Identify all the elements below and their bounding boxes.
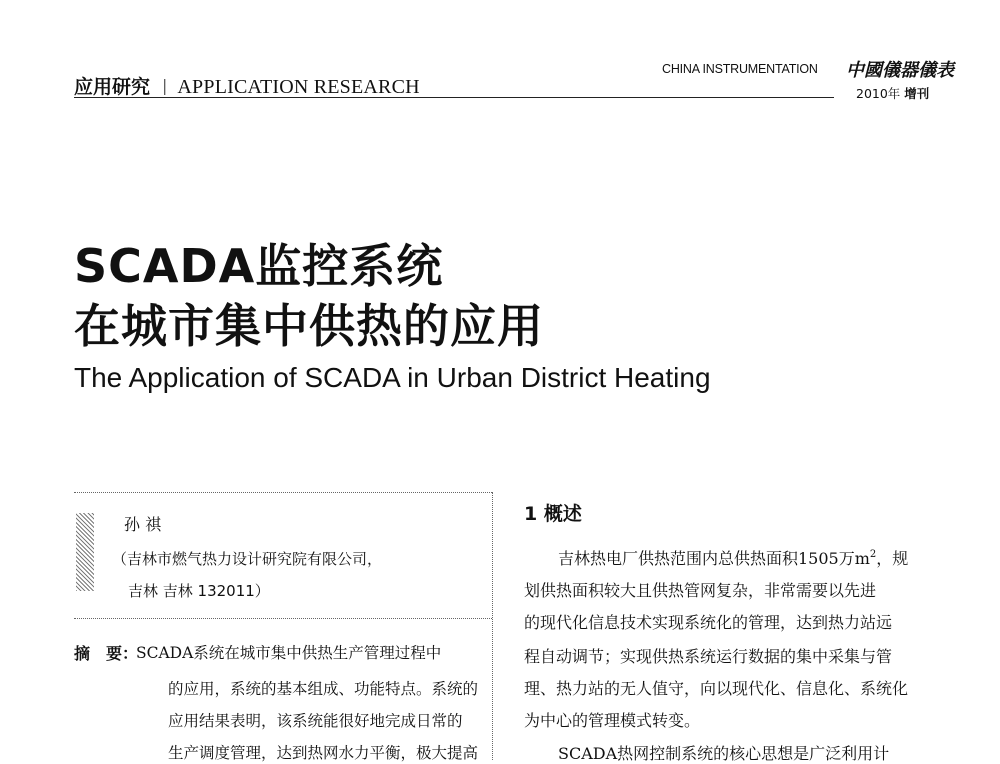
running-header-left bbox=[74, 72, 420, 99]
issue-type: 增刊 bbox=[904, 86, 930, 101]
abstract-line: SCADA系统在城市集中供热生产管理过程中 bbox=[136, 644, 442, 662]
title-line-2: 在城市集中供热的应用 bbox=[74, 299, 544, 353]
abstract-line: 生产调度管理，达到热网水力平衡，极大提高 bbox=[168, 744, 479, 762]
superscript: 2 bbox=[869, 549, 877, 560]
author-name: 孙 祺 bbox=[124, 515, 162, 534]
body-line: 程自动调节；实现供热系统运行数据的集中采集与管 bbox=[524, 647, 893, 666]
author-affiliation-line-1: （吉林市燃气热力设计研究院有限公司， bbox=[112, 550, 383, 568]
body-text: 吉林热电厂供热范围内总供热面积1505万m bbox=[558, 549, 870, 568]
abstract-line: 的应用，系统的基本组成、功能特点。系统的 bbox=[168, 680, 479, 698]
body-line: SCADA热网控制系统的核心思想是广泛利用计 bbox=[558, 744, 890, 763]
title-line-1: SCADA监控系统 bbox=[74, 239, 444, 293]
body-line: 理、热力站的无人值守，向以现代化、信息化、系统化 bbox=[524, 679, 909, 698]
body-line bbox=[558, 546, 908, 569]
column-separator bbox=[492, 492, 493, 760]
issue-info bbox=[856, 84, 929, 102]
body-line: 的现代化信息技术实现系统化的管理，达到热力站远 bbox=[524, 613, 893, 632]
header-rule bbox=[74, 97, 834, 98]
author-block-bottom-border bbox=[74, 618, 492, 619]
issue-year: 2010年 bbox=[856, 86, 901, 101]
body-text: ，规 bbox=[876, 549, 909, 568]
section-label-cn: 应用研究 bbox=[74, 76, 151, 98]
author-affiliation-line-2: 吉林 吉林 132011） bbox=[128, 582, 270, 600]
journal-logo-cn: 中國儀器儀表 bbox=[846, 60, 954, 81]
body-line: 划供热面积较大且供热管网复杂，非常需要以先进 bbox=[524, 581, 877, 600]
journal-name-en: CHINA INSTRUMENTATION bbox=[662, 62, 818, 76]
header-separator: | bbox=[162, 76, 168, 95]
author-decoration-texture bbox=[76, 513, 94, 591]
title-english: The Application of SCADA in Urban District Heating bbox=[74, 362, 711, 393]
section-heading: 1 概述 bbox=[524, 503, 582, 525]
section-label-en: APPLICATION RESEARCH bbox=[177, 76, 420, 98]
abstract-line: 应用结果表明，该系统能很好地完成日常的 bbox=[168, 712, 463, 730]
abstract-label: 摘 要： bbox=[74, 644, 139, 663]
author-block-top-border bbox=[74, 492, 492, 493]
body-line: 为中心的管理模式转变。 bbox=[524, 711, 701, 730]
